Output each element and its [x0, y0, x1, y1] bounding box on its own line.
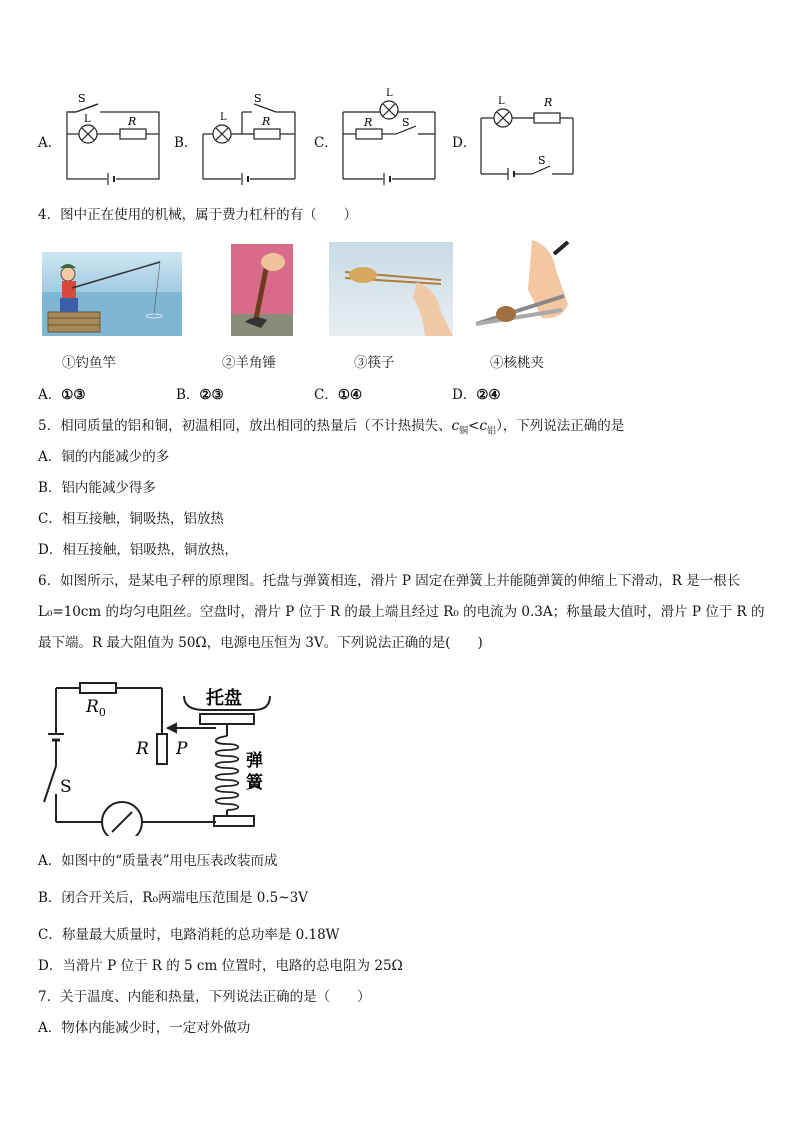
- q6-stem-line1: 6．如图所示，是某电子秤的原理图。托盘与弹簧相连，滑片 P 固定在弹簧上并能随弹簧的伸缩上下滑动，R 是一根长: [38, 573, 741, 589]
- circuit-a-diagram: [62, 92, 166, 186]
- fishing-rod-picture: [42, 252, 182, 336]
- r0-label: $R_0$: [86, 697, 106, 719]
- resistor-label: R: [128, 115, 137, 128]
- option-b-label: B．: [174, 135, 198, 151]
- q4-option-c: C．①④: [314, 387, 363, 403]
- q4-caption-2: ②羊角锤: [222, 355, 276, 371]
- q6-option-b: B．闭合开关后，R₀两端电压范围是 0.5~3V: [38, 890, 308, 906]
- q5-option-c: C．相互接触，铜吸热，铝放热: [38, 511, 224, 527]
- lamp-label: L: [386, 88, 393, 99]
- spring-label-1: 弹: [246, 751, 263, 771]
- q4-stem: 4．图中正在使用的机械，属于费力杠杆的有（ ）: [38, 207, 358, 223]
- option-c-label: C．: [314, 135, 338, 151]
- switch-label: S: [402, 116, 410, 129]
- switch-label: S: [78, 92, 86, 105]
- resistor-label: R: [544, 96, 553, 109]
- q5-option-b: B．铝内能减少得多: [38, 480, 156, 496]
- q6-stem-line2: L₀=10cm 的均匀电阻丝。空盘时，滑片 P 位于 R 的最上端且经过 R₀ 的电流为 0.3A；称量最大值时，滑片 P 位于 R 的: [38, 604, 765, 620]
- q5-option-d: D．相互接触，铝吸热，铜放热，: [38, 542, 238, 558]
- nutcracker-picture: [472, 240, 580, 326]
- resistor-label: R: [262, 115, 271, 128]
- circuit-d-diagram: [476, 92, 580, 186]
- switch-label: S: [538, 154, 546, 167]
- q4-caption-3: ③筷子: [354, 355, 395, 371]
- q5-option-a: A．铜的内能减少的多: [38, 449, 170, 465]
- q4-option-d: D．②④: [452, 387, 501, 403]
- p-label: P: [176, 739, 188, 759]
- circuit-c-diagram: [338, 84, 442, 186]
- circuit-b-diagram: [198, 92, 302, 186]
- q4-option-a: A．①③: [38, 387, 86, 403]
- option-d-label: D．: [452, 135, 477, 151]
- lamp-label: L: [498, 96, 505, 107]
- tray-label: 托盘: [206, 688, 242, 709]
- lamp-label: L: [84, 114, 91, 125]
- q4-caption-1: ①钓鱼竿: [62, 355, 116, 371]
- s-label: S: [60, 777, 72, 797]
- r-label: R: [136, 739, 149, 759]
- q6-option-c: C．称量最大质量时，电路消耗的总功率是 0.18W: [38, 927, 340, 943]
- electronic-scale-diagram: [34, 676, 284, 836]
- option-a-label: A．: [38, 135, 62, 151]
- resistor-label: R: [364, 116, 373, 129]
- claw-hammer-picture: [231, 244, 293, 336]
- chopsticks-picture: [329, 242, 453, 336]
- q4-caption-4: ④核桃夹: [490, 355, 544, 371]
- q6-option-a: A．如图中的“质量表”用电压表改装而成: [38, 853, 278, 869]
- lamp-label: L: [220, 112, 227, 123]
- spring-label-2: 簧: [246, 773, 263, 793]
- q6-option-d: D．当滑片 P 位于 R 的 5 cm 位置时，电路的总电阻为 25Ω: [38, 958, 403, 974]
- switch-label: S: [254, 92, 262, 105]
- q6-stem-line3: 最下端。R 最大阻值为 50Ω，电源电压恒为 3V。下列说法正确的是( ): [38, 635, 483, 651]
- q7-stem: 7．关于温度、内能和热量，下列说法正确的是（ ）: [38, 989, 371, 1005]
- q7-option-a: A．物体内能减少时，一定对外做功: [38, 1020, 251, 1036]
- q5-stem: 5．相同质量的铝和铜，初温相同，放出相同的热量后（不计热损失、$c_铜<c_铝$），下列说法正确的是: [38, 418, 625, 437]
- q4-option-b: B．②③: [176, 387, 224, 403]
